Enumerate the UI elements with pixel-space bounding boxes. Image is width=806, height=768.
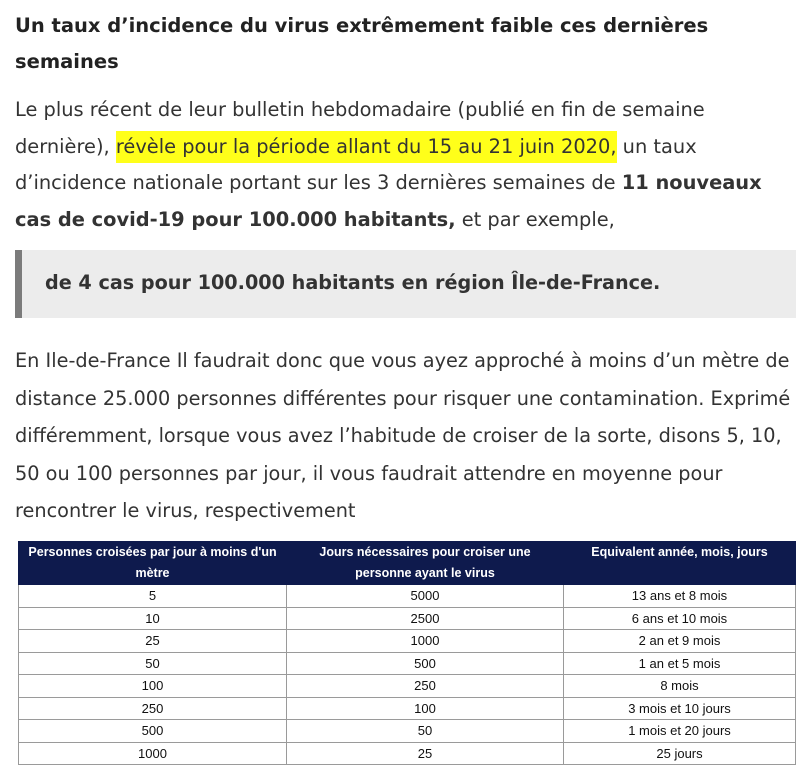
blockquote <box>15 250 796 318</box>
cell-equivalent: 6 ans et 10 mois <box>564 607 796 630</box>
blockquote-text: de 4 cas pour 100.000 habitants en région Île-de-France. <box>45 271 661 294</box>
section-heading: Un taux d’incidence du virus extrêmement faible ces dernières semaines <box>15 14 709 73</box>
cell-people: 1000 <box>19 742 287 765</box>
explanation-paragraph: En Ile-de-France Il faudrait donc que vous ayez approché à moins d’un mètre de distance 25.000 personnes différentes pour risquer une contamination. Exprimé différemment, lorsque vous avez l’habitude de croiser de la sorte, disons 5, 10, 50 ou 100 personnes par jour, il vous faudrait attendre en moyenne pour rencontrer le virus, respectivement <box>15 349 791 522</box>
intro-text-part2: un taux d’incidence nationale portant sur les 3 dernières semaines de <box>15 134 697 194</box>
intro-text-part1: Le plus récent de leur bulletin hebdomadaire (publié en fin de semaine dernière), <box>15 98 705 158</box>
cell-people: 5 <box>19 585 287 608</box>
header-days-needed: Jours nécessaires pour croiser une personne ayant le virus <box>287 542 564 585</box>
exposure-table <box>18 541 796 765</box>
table-row <box>19 607 796 630</box>
table-row <box>19 720 796 743</box>
cell-equivalent: 3 mois et 10 jours <box>564 697 796 720</box>
cell-days: 500 <box>287 652 564 675</box>
table-row <box>19 697 796 720</box>
cell-days: 250 <box>287 675 564 698</box>
cell-days: 1000 <box>287 630 564 653</box>
header-equivalent-duration: Equivalent année, mois, jours <box>564 542 796 585</box>
cell-days: 50 <box>287 720 564 743</box>
intro-paragraph <box>15 92 795 238</box>
highlighted-period: révèle pour la période allant du 15 au 21 juin 2020, <box>116 131 617 163</box>
cell-people: 500 <box>19 720 287 743</box>
intro-text-part3: et par exemple, <box>455 207 615 231</box>
cell-equivalent: 13 ans et 8 mois <box>564 585 796 608</box>
cell-days: 2500 <box>287 607 564 630</box>
cell-days: 25 <box>287 742 564 765</box>
table-row <box>19 652 796 675</box>
table-header-row <box>19 542 796 585</box>
cell-equivalent: 1 an et 5 mois <box>564 652 796 675</box>
cell-people: 25 <box>19 630 287 653</box>
cell-people: 10 <box>19 607 287 630</box>
table-row <box>19 675 796 698</box>
cell-equivalent: 2 an et 9 mois <box>564 630 796 653</box>
cell-days: 5000 <box>287 585 564 608</box>
table-row <box>19 585 796 608</box>
cell-equivalent: 25 jours <box>564 742 796 765</box>
cell-people: 50 <box>19 652 287 675</box>
cell-equivalent: 1 mois et 20 jours <box>564 720 796 743</box>
table-row <box>19 630 796 653</box>
table-row <box>19 742 796 765</box>
cell-equivalent: 8 mois <box>564 675 796 698</box>
cell-people: 250 <box>19 697 287 720</box>
incidence-rate-bold: 11 nouveaux cas de covid-19 pour 100.000 habitants, <box>15 171 762 231</box>
header-people-per-day: Personnes croisées par jour à moins d'un mètre <box>19 542 287 585</box>
cell-people: 100 <box>19 675 287 698</box>
cell-days: 100 <box>287 697 564 720</box>
